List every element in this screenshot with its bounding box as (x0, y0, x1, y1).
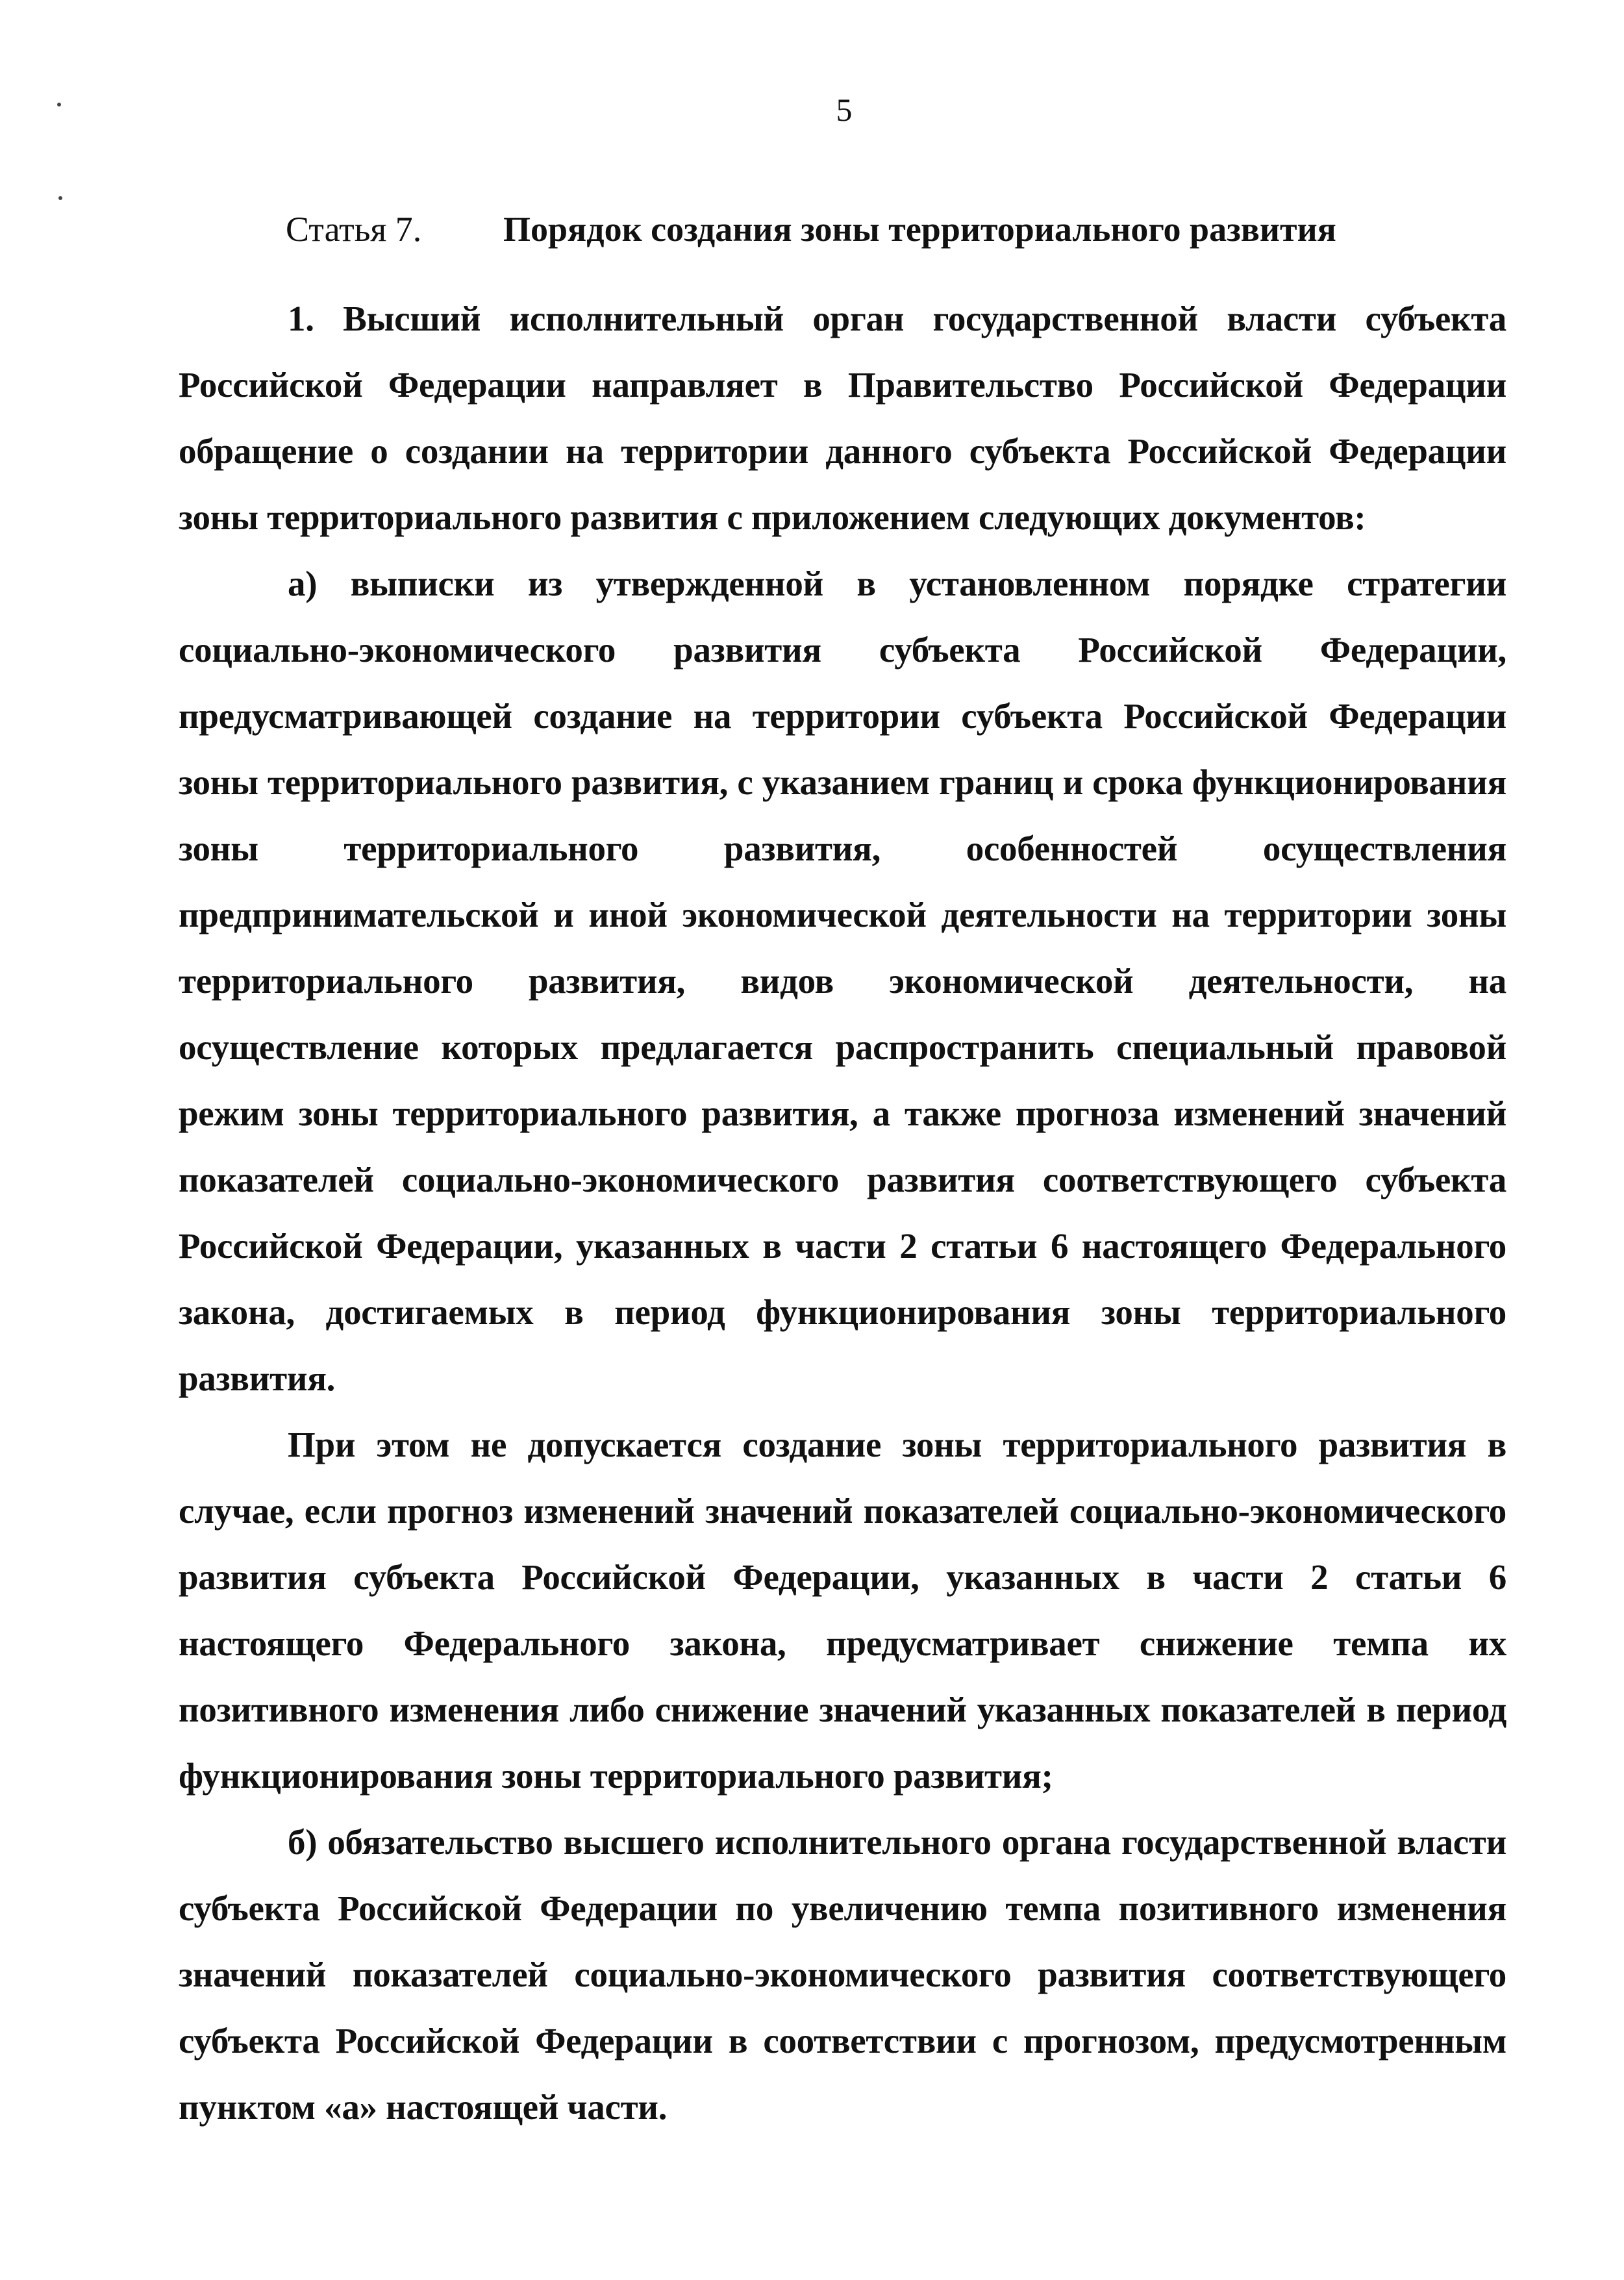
article-title: Порядок создания зоны территориального развития (503, 210, 1336, 249)
paragraph-note: При этом не допускается создание зоны территориального развития в случае, если прогноз изменений значений показателей социально-экономического развития субъекта Российской Федерации, указанных в части 2 статьи 6 настоящего Федерального закона, предусматривает снижение темпа их позитивного изменения либо снижение значений указанных показателей в период функционирования зоны территориального развития; (179, 1425, 1506, 1796)
article-body (179, 286, 1506, 2140)
paragraph-b: б) обязательство высшего исполнительного органа государственной власти субъекта Российской Федерации по увеличению темпа позитивного изменения значений показателей социально-экономического развития соответствующего субъекта Российской Федерации в соответствии с прогнозом, предусмотренным пунктом «а» настоящей части. (179, 1822, 1506, 2127)
paragraph-a: а) выписки из утвержденной в установленном порядке стратегии социально-экономического развития субъекта Российской Федерации, предусматривающей создание на территории субъекта Российской Федерации зоны территориального развития, с указанием границ и срока функционирования зоны территориального развития, особенностей осуществления предпринимательской и иной экономической деятельности на территории зоны территориального развития, видов экономической деятельности, на осуществление которых предлагается распространить специальный правовой режим зоны территориального развития, а также прогноза изменений значений показателей социально-экономического развития соответствующего субъекта Российской Федерации, указанных в части 2 статьи 6 настоящего Федерального закона, достигаемых в период функционирования зоны территориального развития. (179, 564, 1506, 1398)
scan-artifact-dot (58, 196, 62, 200)
article-label: Статья 7. (286, 210, 422, 249)
article-heading (286, 209, 1336, 249)
page-number: 5 (836, 92, 853, 128)
paragraph-1: 1. Высший исполнительный орган государственной власти субъекта Российской Федерации направляет в Правительство Российской Федерации обращение о создании на территории данного субъекта Российской Федерации зоны территориального развития с приложением следующих документов: (179, 299, 1506, 537)
